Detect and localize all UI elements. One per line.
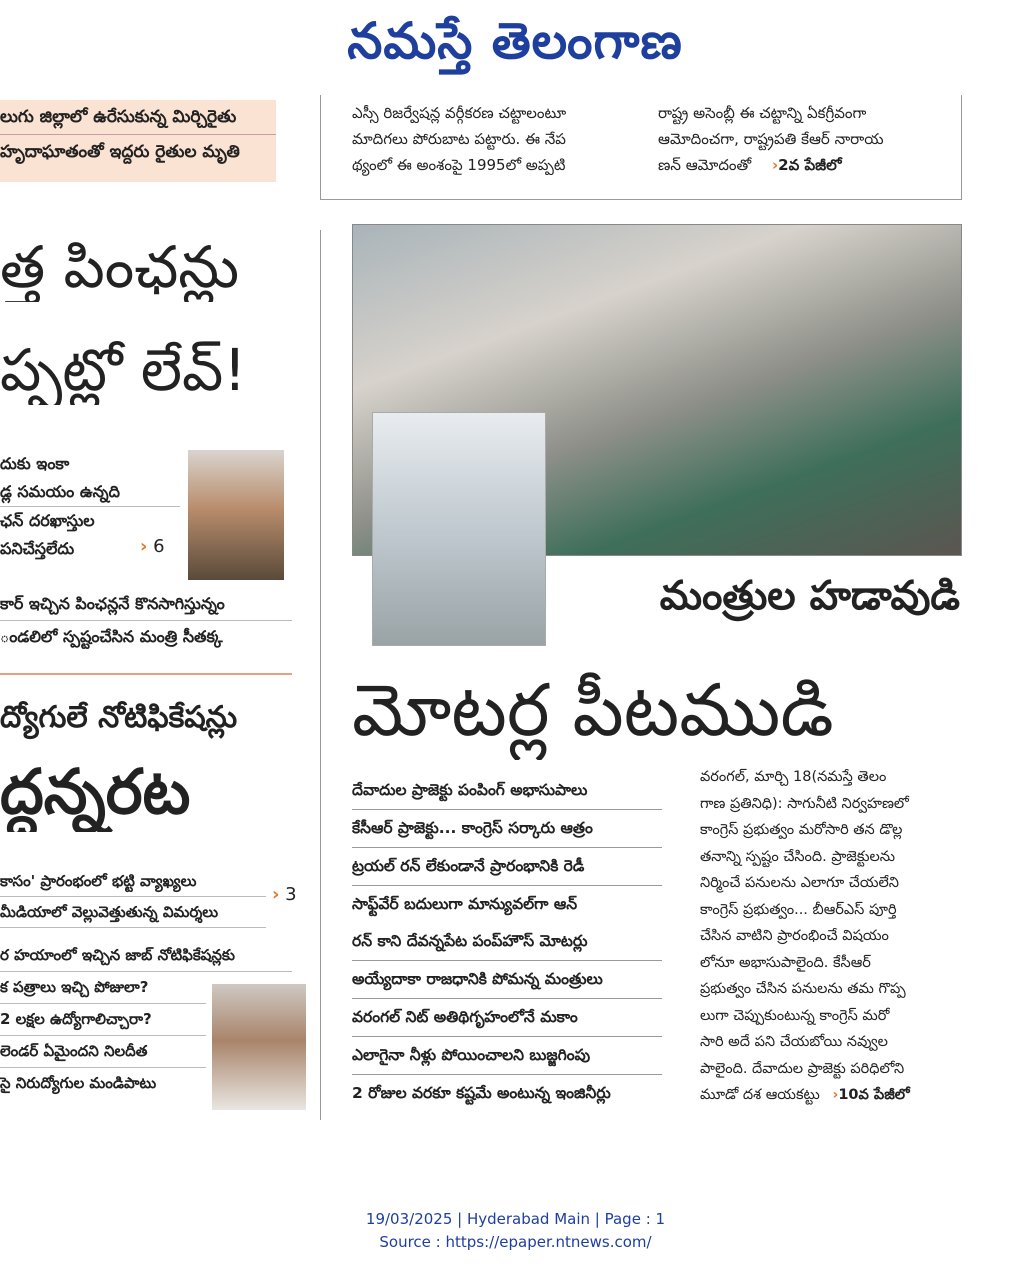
body-line: పాలైంది. దేవాదుల ప్రాజెక్టు పరిధిలోని <box>700 1060 905 1077</box>
body-line: వరంగల్, మార్చి 18(నమస్తే తెలం <box>700 769 887 785</box>
minister-seethakka-photo <box>188 450 284 580</box>
jobs-page-ref <box>272 884 297 905</box>
body-line: కాంగ్రెస్ ప్రభుత్వం... బీఆర్‌ఎస్ పూర్తి <box>700 901 897 918</box>
body-line: గాణ ప్రతినిధి): సాగునీటి నిర్వహణలో <box>700 795 909 812</box>
summary-line: దుకు ఇంకా <box>0 454 70 473</box>
page-ref[interactable]: 6 <box>153 536 165 557</box>
pension-page-ref <box>140 536 165 557</box>
pension-bottom <box>0 588 292 653</box>
text-line: రాష్ట్ర అసెంబ్లీ ఈ చట్టాన్ని ఏకగ్రీవంగా <box>658 104 867 122</box>
main-headline: మోటర్ల పీటముడి <box>352 668 834 752</box>
bullet-line: దేవాదుల ప్రాజెక్టు పంపింగ్ అభాసుపాలు <box>352 772 662 810</box>
summary-line: ర హయాంలో ఇచ్చిన జాబ్ నోటిఫికేషన్లకు <box>0 940 292 972</box>
top-middle-text <box>352 100 642 178</box>
teaser-line: హృదాఘాతంతో ఇద్దరు రైతుల మృతి <box>0 142 240 162</box>
jobs-summary-a <box>0 866 266 928</box>
summary-line: లెండర్ ఏమైందని నిలదీత <box>0 1036 206 1068</box>
top-left-teaser-text <box>0 100 276 169</box>
text-line: ఎస్సీ రిజర్వేషన్ల వర్గీకరణ చట్టాలంటూ <box>352 104 567 122</box>
summary-line: కాసం' ప్రారంభంలో భట్టి వ్యాఖ్యలు <box>0 866 266 897</box>
body-line: తనాన్ని స్పష్టం చేసింది. ప్రాజెక్టులను <box>700 848 895 865</box>
jump-link[interactable]: 2వ పేజీలో <box>778 156 842 174</box>
summary-line: పనిచేస్తలేదు <box>0 539 75 558</box>
jobs-summary-b <box>0 940 235 1099</box>
text-line: థ్యంలో ఈ అంశంపై 1995లో అప్పటి <box>352 156 566 174</box>
teaser-line: లుగు జిల్లాలో ఉరేసుకున్న మిర్చిరైతు <box>0 100 276 135</box>
body-line: మూడో దశ ఆయకట్టు <box>700 1087 820 1103</box>
arrow-icon: › <box>272 884 280 905</box>
arrow-icon: › <box>140 536 148 557</box>
section-divider <box>0 673 292 675</box>
summary-line: కార్ ఇచ్చిన పింఛన్లనే కొనసాగిస్తున్నం <box>0 588 292 621</box>
text-line: మాదిగలు పోరుబాట పట్టారు. ఈ నేప <box>352 130 566 148</box>
main-bullets <box>352 772 662 1112</box>
summary-line: ఛన్ దరఖాస్తుల <box>0 511 95 530</box>
column-divider <box>320 230 321 1120</box>
arrow-icon: › <box>771 156 779 174</box>
bullet-line: వరంగల్ నిట్ అతిథిగృహంలోనే మకాం <box>352 999 662 1037</box>
jump-link[interactable]: 10వ పేజీలో <box>838 1087 910 1103</box>
bullet-line: రన్ కాని దేవన్నపేట పంప్‌హౌస్ మోటర్లు <box>352 923 662 961</box>
arrow-icon: › <box>832 1087 839 1103</box>
page-ref[interactable]: 3 <box>285 884 297 905</box>
body-line: ప్రభుత్వం చేసిన పనులను తమ గొప్ప <box>700 981 906 997</box>
body-line: సారి అదే పని చేయబోయి నవ్వుల <box>700 1034 888 1050</box>
bullet-line: 2 రోజుల వరకూ కష్టమే అంటున్న ఇంజినీర్లు <box>352 1084 611 1102</box>
pension-headline-2: ప్పట్లో లేవ్! <box>0 336 247 404</box>
main-kicker: మంత్రుల హడావుడి <box>659 573 960 619</box>
summary-line: 2 లక్షల ఉద్యోగాలిచ్చారా? <box>0 1004 206 1036</box>
summary-line: ండలిలో స్పష్టంచేసిన మంత్రి సీతక్క <box>0 627 223 646</box>
summary-line: మీడియాలో వెల్లువెత్తుతున్న విమర్శలు <box>0 897 266 928</box>
body-line: నిర్మించే పనులను ఎలాగూ చేయలేని <box>700 875 899 891</box>
text-line: ణన్ ఆమోదంతో <box>658 156 752 174</box>
bullet-line: కేసీఆర్ ప్రాజెక్టు... కాంగ్రెస్ సర్కారు ఆత్రం <box>352 810 662 848</box>
masthead-logo: నమస్తే తెలంగాణ <box>347 12 683 70</box>
jobs-headline-2: ద్దన్నరట <box>0 755 191 828</box>
control-panel-inset-photo <box>372 412 546 646</box>
body-line: చేసిన వాటిని ప్రారంభించే విషయం <box>700 928 889 944</box>
bullet-line: ఎలాగైనా నీళ్లు పోయించాలని బుజ్జగింపు <box>352 1037 662 1075</box>
body-line: లోనూ అభాసుపాలైంది. కేసీఆర్ <box>700 954 871 971</box>
jobs-headline-1: ద్యోగులే నోటిఫికేషన్లు <box>0 700 238 735</box>
summary-line: క పత్రాలు ఇచ్చి పోజులా? <box>0 972 206 1004</box>
summary-line: సై నిరుద్యోగుల మండిపాటు <box>0 1074 157 1092</box>
bullet-line: అయ్యేదాకా రాజధానికి పోమన్న మంత్రులు <box>352 961 662 999</box>
body-line: కాంగ్రెస్ ప్రభుత్వం మరోసారి తన డొల్ల <box>700 822 903 838</box>
text-line: ఆమోదించగా, రాష్ట్రపతి కేఆర్ నారాయ <box>658 130 884 148</box>
bullet-line: ట్రయల్ రన్ లేకుండానే ప్రారంభానికి రెడీ <box>352 848 662 886</box>
main-body <box>700 764 962 1109</box>
body-line: లుగా చెప్పుకుంటున్న కాంగ్రెస్ మరో <box>700 1007 890 1024</box>
bullet-line: సాఫ్ట్‌వేర్ బదులుగా మాన్యువల్‌గా ఆన్ <box>352 895 578 913</box>
top-right-text <box>658 100 948 178</box>
minister-bhatti-photo <box>212 984 306 1110</box>
summary-line: డ్ల సమయం ఉన్నది <box>0 478 180 507</box>
footer-source[interactable]: Source : https://epaper.ntnews.com/ <box>379 1233 652 1251</box>
footer-date-edition: 19/03/2025 | Hyderabad Main | Page : 1 <box>365 1210 666 1228</box>
pension-headline-1: త్త పింఛన్లు <box>0 233 240 301</box>
